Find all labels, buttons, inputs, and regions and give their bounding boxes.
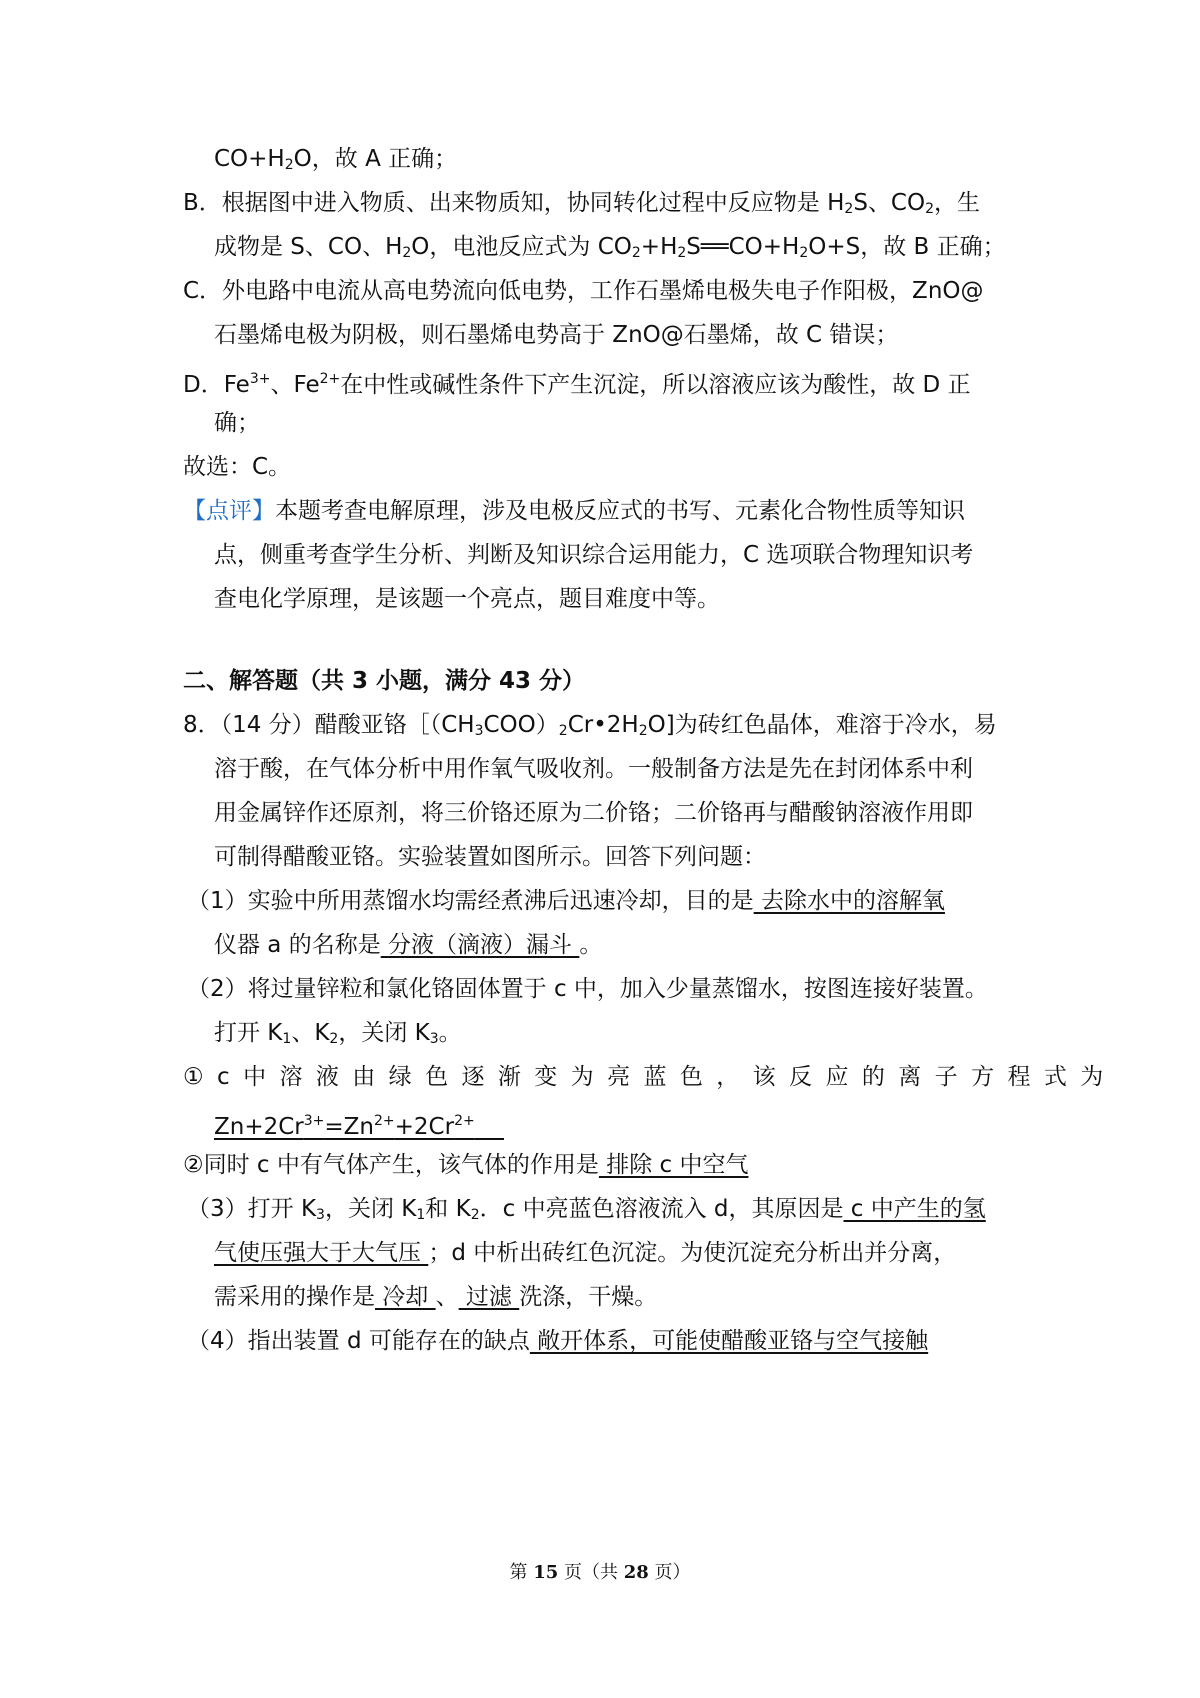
option-a-continuation: $CO+H_2O$，故 A 正确； (214, 146, 458, 173)
option-c-line-2: 石墨烯电极为阴极，则石墨烯电势高于 ZnO@石墨烯，故 C 错误； (214, 322, 899, 348)
option-d-line-1: D．$Fe^{3+}$、$Fe^{2+}$在中性或碱性条件下产生沉淀，所以溶液应该为酸性，故 D 正 (183, 371, 971, 398)
page-footer: 第 15 页（共 28 页） (509, 1562, 691, 1583)
review-tag: 【点评】 (183, 498, 275, 524)
part-3-line-3: 需采用的操作是 冷却 、 过滤 洗涤，干燥。 (214, 1284, 658, 1310)
answer-blank: c 中产生的氢 (843, 1196, 986, 1222)
part-2-line-3: ①c中溶液由绿色逐渐变为亮蓝色，该反应的离子方程式为 (183, 1064, 1117, 1090)
answer-blank: 气使压强大于大气压 (214, 1240, 429, 1266)
answer-blank: 过滤 (458, 1284, 520, 1310)
part-2-line-5: ②同时 c 中有气体产生，该气体的作用是 排除 c 中空气 (183, 1152, 749, 1178)
review-line-1: 【点评】本题考查电解原理，涉及电极反应式的书写、元素化合物性质等知识 (183, 498, 965, 524)
option-c-line-1: C．外电路中电流从高电势流向低电势，工作石墨烯电极失电子作阳极，ZnO@ (183, 278, 984, 304)
part-2-line-2: 打开 $K_1$、$K_2$，关闭 $K_3$。 (214, 1020, 462, 1047)
section-title: 二、解答题（共 3 小题，满分 43 分） (183, 668, 586, 694)
option-b-line-1: B．根据图中进入物质、出来物质知，协同转化过程中反应物是 $H_2S$、$CO_2$，生 (183, 190, 980, 217)
answer-blank: 分液（滴液）漏斗 (380, 932, 580, 958)
part-2-line-1: （2）将过量锌粒和氯化铬固体置于 c 中，加入少量蒸馏水，按图连接好装置。 (187, 976, 988, 1002)
review-line-2: 点，侧重考查学生分析、判断及知识综合运用能力，C 选项联合物理知识考 (214, 542, 974, 568)
answer-blank: 去除水中的溶解氧 (753, 888, 945, 914)
answer-choice: 故选：C。 (183, 454, 292, 480)
part-3-line-1: （3）打开 $K_3$，关闭 $K_1$和 $K_2$．c 中亮蓝色溶液流入 d，其原因是 c 中产生的氢 (187, 1196, 986, 1223)
question-8-line-4: 可制得醋酸亚铬。实验装置如图所示。回答下列问题： (214, 844, 766, 870)
question-8-line-2: 溶于酸，在气体分析中用作氧气吸收剂。一般制备方法是先在封闭体系中利 (214, 756, 973, 782)
part-3-line-2: 气使压强大于大气压 ；d 中析出砖红色沉淀。为使沉淀充分析出并分离， (214, 1240, 957, 1266)
option-d-line-2: 确； (214, 410, 260, 436)
answer-blank: 冷却 (375, 1284, 436, 1310)
answer-blank: 敞开体系，可能使醋酸亚铬与空气接触 (529, 1328, 929, 1354)
question-8-line-1: 8．（14 分）醋酸亚铬$[(CH_3COO)_2Cr•2H_2O$]为砖红色晶体，难溶于冷水，易 (183, 712, 997, 739)
part-4-line-1: （4）指出装置 d 可能存在的缺点 敞开体系，可能使醋酸亚铬与空气接触 (187, 1328, 929, 1354)
review-line-3: 查电化学原理，是该题一个亮点，题目难度中等。 (214, 586, 720, 612)
question-8-line-3: 用金属锌作还原剂，将三价铬还原为二价铬；二价铬再与醋酸钠溶液作用即 (214, 800, 973, 826)
answer-blank: 排除 c 中空气 (598, 1152, 749, 1178)
part-2-ionic-equation: $Zn+2Cr^{3+}=Zn^{2+}+2Cr^{2+}$ (214, 1113, 475, 1140)
option-b-line-2: 成物是 S、CO、$H_2O$，电池反应式为 $CO_2+H_2S══CO+H_2O+S$，故 B 正确； (214, 234, 1006, 261)
part-1-line-2: 仪器 a 的名称是 分液（滴液）漏斗 。 (214, 932, 603, 958)
part-1-line-1: （1）实验中所用蒸馏水均需经煮沸后迅速冷却，目的是 去除水中的溶解氧 (187, 888, 945, 914)
